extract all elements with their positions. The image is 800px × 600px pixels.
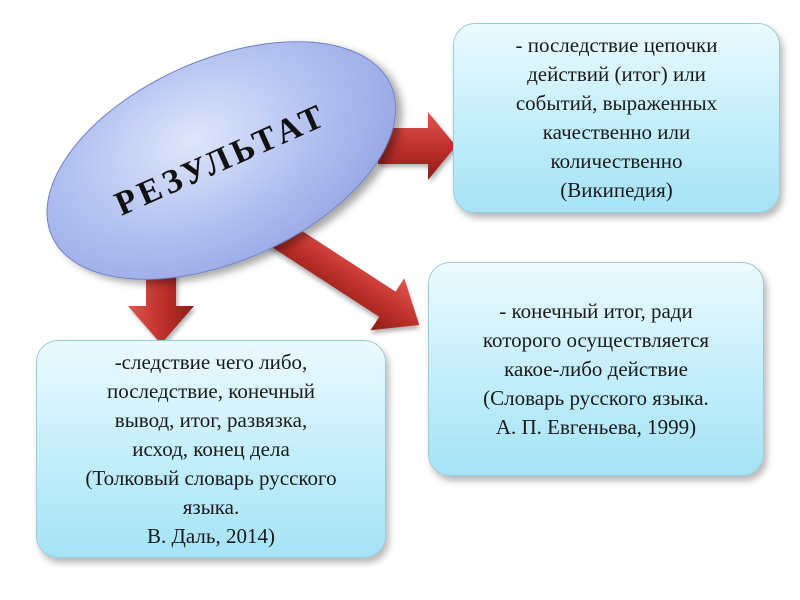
definition-source: языка. — [182, 494, 240, 519]
definition-line: последствие, конечный — [106, 378, 316, 403]
definition-line: которого осуществляется — [482, 327, 710, 352]
definition-line: событий, выраженных — [515, 91, 718, 115]
definition-line: - конечный итог, ради — [499, 298, 693, 323]
definition-line: качественно или — [542, 120, 691, 144]
definition-line: -следствие чего либо, — [114, 349, 308, 374]
definition-line: количественно — [550, 149, 683, 173]
definition-source: (Википедия) — [560, 178, 673, 202]
definition-box-wikipedia — [453, 23, 780, 213]
definition-source: В. Даль, 2014) — [147, 523, 275, 548]
concept-label: РЕЗУЛЬТАТ — [109, 96, 333, 224]
definition-line: исход, конец дела — [132, 436, 290, 461]
definition-line: действий (итог) или — [527, 62, 706, 86]
definition-line: какое-либо действие — [504, 356, 688, 381]
definition-source: А. П. Евгеньева, 1999) — [495, 414, 697, 439]
definition-box-evgenieva — [428, 262, 764, 476]
definition-source: (Толковый словарь русского — [85, 465, 337, 490]
definition-line: вывод, итог, развязка, — [114, 407, 308, 432]
definition-box-dal — [36, 340, 386, 558]
definition-line: - последствие цепочки — [515, 33, 718, 57]
definition-source: (Словарь русского языка. — [483, 385, 709, 410]
